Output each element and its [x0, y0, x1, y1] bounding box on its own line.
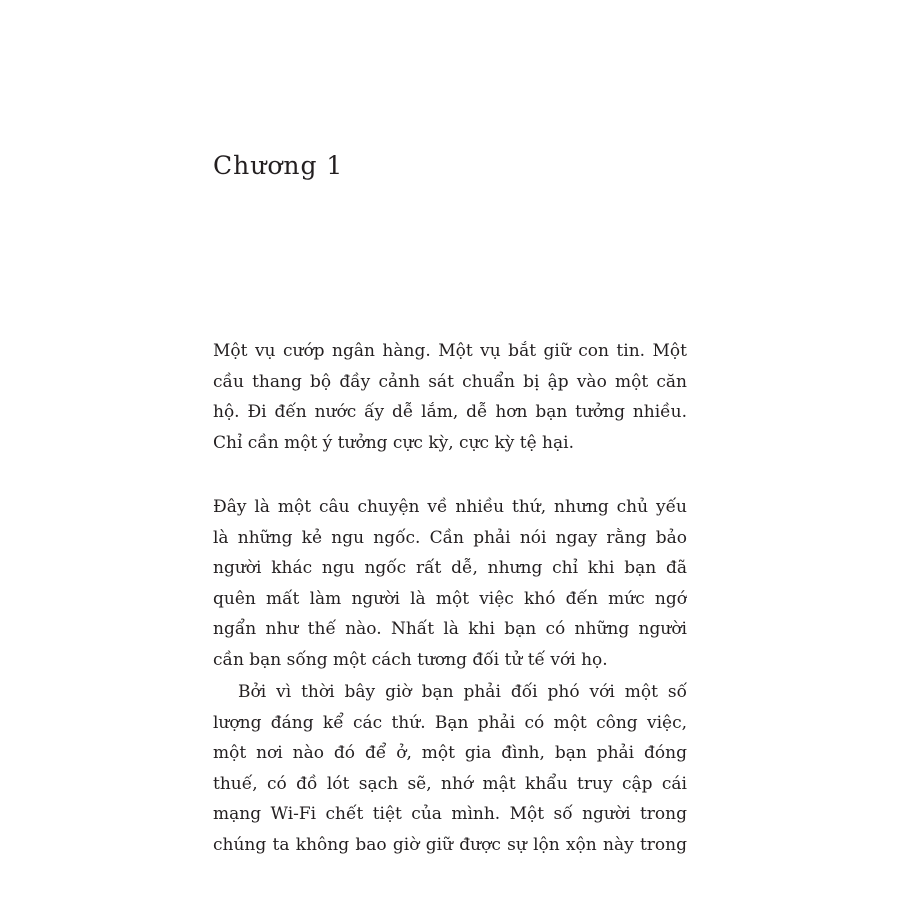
paragraph-line: lượng đáng kể các thứ. Bạn phải có một công việc, — [213, 712, 687, 733]
paragraph-line: cần bạn sống một cách tương đối tử tế với họ. — [213, 649, 608, 670]
paragraph-line: Một vụ cướp ngân hàng. Một vụ bắt giữ con tin. Một — [213, 341, 687, 361]
paragraph-3 — [213, 677, 687, 860]
paragraph-line: người khác ngu ngốc rất dễ, nhưng chỉ khi bạn đã — [213, 558, 687, 578]
paragraph-line: hộ. Đi đến nước ấy dễ lắm, dễ hơn bạn tưởng nhiều. — [213, 402, 687, 422]
paragraph-line: mạng Wi-Fi chết tiệt của mình. Một số người trong — [213, 804, 687, 824]
paragraph-line: một nơi nào đó để ở, một gia đình, bạn phải đóng — [213, 743, 687, 763]
paragraph-line: quên mất làm người là một việc khó đến mức ngớ — [213, 588, 687, 609]
paragraph-line: ngẩn như thế nào. Nhất là khi bạn có những người — [213, 619, 687, 639]
paragraph-line: là những kẻ ngu ngốc. Cần phải nói ngay rằng bảo — [213, 527, 687, 548]
paragraph-line: thuế, có đồ lót sạch sẽ, nhớ mật khẩu truy cập cái — [213, 773, 687, 794]
paragraph-2 — [213, 492, 687, 675]
paragraph-1 — [213, 336, 687, 458]
paragraph-line: Bởi vì thời bây giờ bạn phải đối phó với một số — [238, 682, 687, 702]
chapter-title: Chương 1 — [213, 151, 344, 180]
paragraph-line: Chỉ cần một ý tưởng cực kỳ, cực kỳ tệ hại. — [213, 432, 574, 453]
paragraph-line: Đây là một câu chuyện về nhiều thứ, nhưng chủ yếu — [213, 497, 687, 517]
paragraph-line: cầu thang bộ đầy cảnh sát chuẩn bị ập vào một căn — [213, 371, 687, 392]
paragraph-line: chúng ta không bao giờ giữ được sự lộn xộn này trong — [213, 834, 687, 855]
